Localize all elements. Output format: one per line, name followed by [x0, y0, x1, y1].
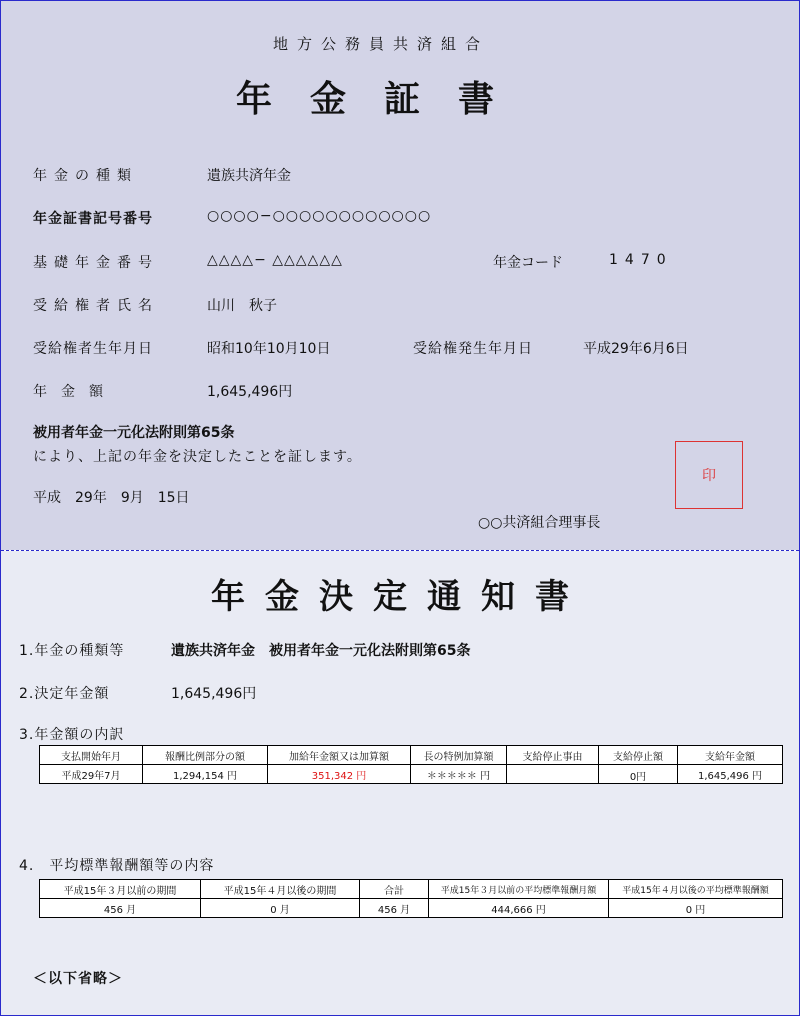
table-cell: 1,645,496 円: [678, 765, 783, 784]
average-remuneration-table: [39, 879, 783, 918]
column-header: 支給停止額: [599, 746, 678, 765]
pension-decision-notice: [1, 551, 799, 1015]
issue-date: 平成 29年 9月 15日: [33, 490, 190, 506]
basic-pension-number-value: △△△△− △△△△△△: [207, 252, 343, 268]
pension-code-value: 1470: [609, 252, 673, 268]
issuer-name: ○○共済組合理事長: [478, 515, 601, 531]
pension-breakdown-table: [39, 745, 783, 784]
table-cell: 444,666 円: [429, 899, 609, 918]
recipient-name-label: 受給権者氏名: [33, 298, 159, 314]
recipient-birth-date-label: 受給権者生年月日: [33, 341, 153, 357]
recipient-birth-date-value: 昭和10年10月10日: [207, 341, 331, 357]
column-header: 支払開始年月: [40, 746, 143, 765]
column-header: 加給年金額又は加算額: [268, 746, 411, 765]
certificate-number-label: 年金証書記号番号: [33, 211, 153, 227]
column-header: 平成15年４月以後の期間: [201, 880, 360, 899]
entitlement-date-label: 受給権発生年月日: [413, 341, 533, 357]
notice-title: 年金決定通知書: [211, 577, 589, 617]
organization-name: 地方公務員共済組合: [272, 35, 489, 53]
recipient-name-value: 山川 秋子: [207, 298, 277, 314]
table-row: [40, 765, 783, 784]
item2-label: 2.決定年金額: [19, 686, 110, 702]
table-cell: 456 月: [40, 899, 201, 918]
table-row: [40, 899, 783, 918]
table-header-row: [40, 880, 783, 899]
entitlement-date-value: 平成29年6月6日: [583, 341, 689, 357]
column-header: 支給年金額: [678, 746, 783, 765]
column-header: 支給停止事由: [507, 746, 599, 765]
table-cell: 456 月: [360, 899, 429, 918]
table-cell-highlighted: 351,342 円: [268, 765, 411, 784]
pension-amount-label: 年 金 額: [33, 384, 103, 400]
table-header-row: [40, 746, 783, 765]
omitted-note: ＜以下省略＞: [33, 971, 123, 987]
pension-type-label: 年金の種類: [33, 168, 138, 184]
pension-amount-value: 1,645,496円: [207, 384, 293, 400]
table-cell: 0円: [599, 765, 678, 784]
item2-value: 1,645,496円: [171, 686, 257, 702]
certificate-title: 年金証書: [235, 79, 532, 120]
table-cell: 平成29年7月: [40, 765, 143, 784]
column-header: 合計: [360, 880, 429, 899]
pension-certificate: [1, 1, 799, 550]
seal-stamp: [675, 441, 743, 509]
item1-label: 1.年金の種類等: [19, 643, 125, 659]
seal-label: 印: [702, 468, 716, 484]
column-header: 報酬比例部分の額: [143, 746, 268, 765]
table-cell: 0 円: [609, 899, 783, 918]
item1-value: 遺族共済年金 被用者年金一元化法附則第65条: [171, 643, 471, 659]
item3-label: 3.年金額の内訳: [19, 727, 125, 743]
column-header: 長の特例加算額: [411, 746, 507, 765]
table-cell: ＊＊＊＊＊ 円: [411, 765, 507, 784]
column-header: 平成15年４月以後の平均標準報酬額: [609, 880, 783, 899]
certificate-number-value: ○○○○−○○○○○○○○○○○○: [207, 208, 432, 224]
table-cell: 0 月: [201, 899, 360, 918]
pension-code-label: 年金コード: [493, 255, 563, 271]
statement-text: により、上記の年金を決定したことを証します。: [33, 449, 362, 465]
basic-pension-number-label: 基礎年金番号: [33, 255, 159, 271]
table-cell: [507, 765, 599, 784]
table-cell: 1,294,154 円: [143, 765, 268, 784]
pension-type-value: 遺族共済年金: [207, 168, 291, 184]
statement-law-reference: 被用者年金一元化法附則第65条: [33, 425, 235, 441]
column-header: 平成15年３月以前の平均標準報酬月額: [429, 880, 609, 899]
column-header: 平成15年３月以前の期間: [40, 880, 201, 899]
item4-label: 4. 平均標準報酬額等の内容: [19, 858, 215, 874]
